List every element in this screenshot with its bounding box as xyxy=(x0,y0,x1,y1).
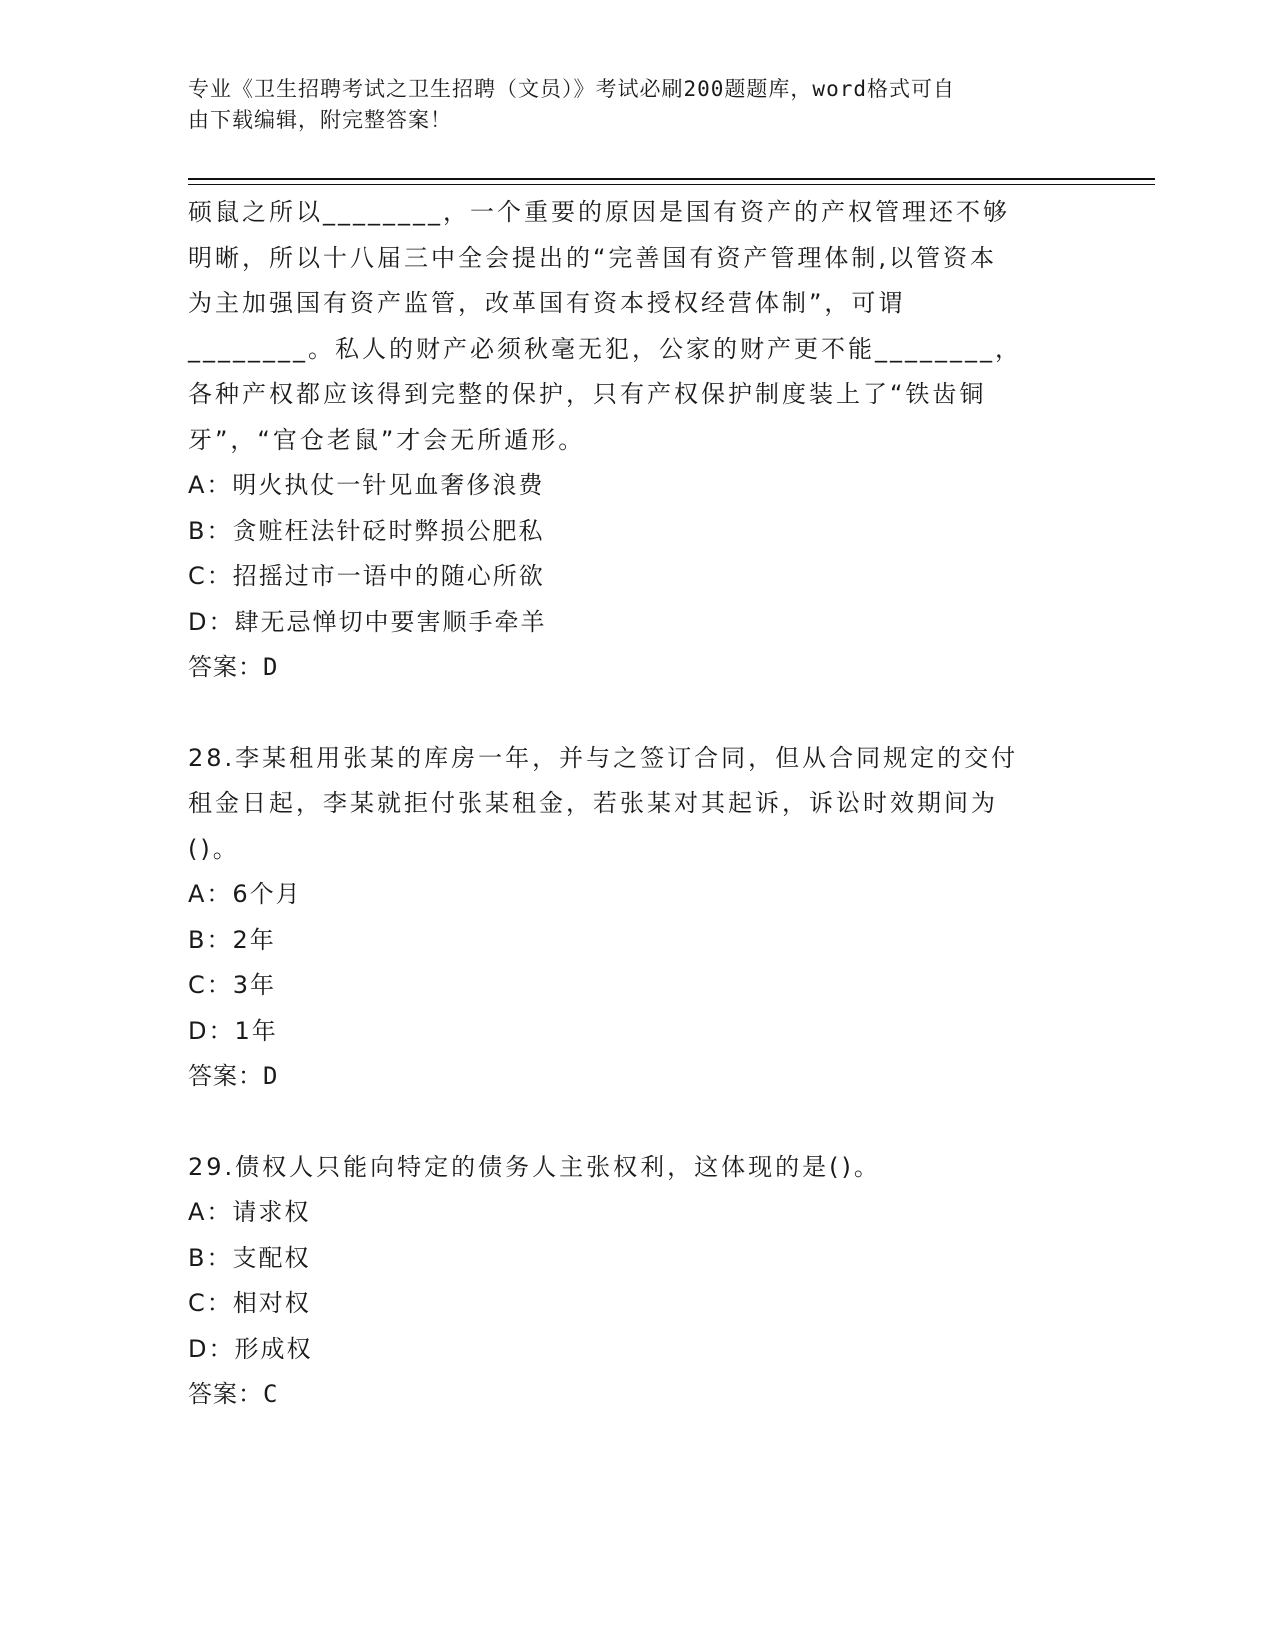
answer-line: 答案：C xyxy=(188,1380,279,1408)
question-28 xyxy=(188,736,1088,1100)
option-d: D：1年 xyxy=(188,1016,278,1045)
question-text-line: 29.债权人只能向特定的债务人主张权利，这体现的是()。 xyxy=(188,1152,881,1181)
document-content xyxy=(188,190,1088,1418)
option-d: D：肆无忌惮切中要害顺手牵羊 xyxy=(188,607,547,636)
question-spacer xyxy=(188,691,1088,736)
answer-line: 答案：D xyxy=(188,1062,279,1090)
document-header xyxy=(188,74,1068,136)
question-text-line: ________。私人的财产必须秋毫无犯，公家的财产更不能________， xyxy=(188,334,1022,363)
option-a: A：6个月 xyxy=(188,880,302,908)
option-d: D：形成权 xyxy=(188,1334,313,1363)
option-c: C：招摇过市一语中的随心所欲 xyxy=(188,562,545,590)
option-a: A：明火执仗一针见血奢侈浪费 xyxy=(188,471,545,499)
question-29 xyxy=(188,1145,1088,1418)
option-c: C：相对权 xyxy=(188,1289,311,1317)
header-divider-thin xyxy=(188,184,1155,185)
question-text-line: 硕鼠之所以________，一个重要的原因是国有资产的产权管理还不够 xyxy=(188,198,1010,226)
option-b: B：支配权 xyxy=(188,1243,311,1272)
option-a: A：请求权 xyxy=(188,1198,311,1226)
answer-line: 答案：D xyxy=(188,653,279,681)
header-line-2: 由下载编辑，附完整答案！ xyxy=(188,108,452,132)
question-text-line: 牙”，“官仓老鼠”才会无所遁形。 xyxy=(188,425,586,454)
option-b: B：2年 xyxy=(188,925,276,954)
question-spacer xyxy=(188,1100,1088,1145)
question-text-line: 28.李某租用张某的库房一年，并与之签订合同，但从合同规定的交付 xyxy=(188,743,1019,772)
header-line-1: 专业《卫生招聘考试之卫生招聘（文员）》考试必刷200题题库，word格式可自 xyxy=(188,77,955,101)
question-text-line: 为主加强国有资产监管，改革国有资本授权经营体制”，可谓 xyxy=(188,289,906,317)
question-text-line: ()。 xyxy=(188,834,240,863)
option-c: C：3年 xyxy=(188,971,277,999)
question-text-line: 明晰，所以十八届三中全会提出的“完善国有资产管理体制,以管资本 xyxy=(188,243,998,272)
question-text-line: 租金日起，李某就拒付张某租金，若张某对其起诉，诉讼时效期间为 xyxy=(188,789,998,817)
option-b: B：贪赃枉法针砭时弊损公肥私 xyxy=(188,516,545,545)
question-27 xyxy=(188,190,1088,691)
question-text-line: 各种产权都应该得到完整的保护，只有产权保护制度装上了“铁齿铜 xyxy=(188,380,987,408)
header-divider-thick xyxy=(188,178,1155,180)
